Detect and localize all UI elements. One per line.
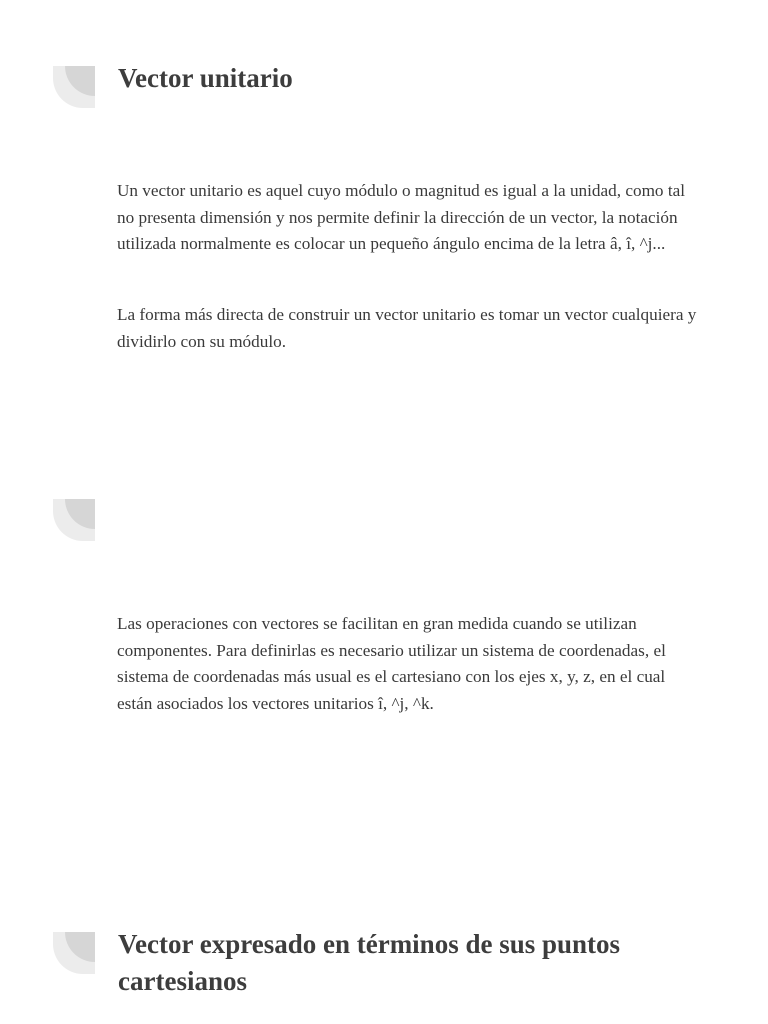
section-heading: Vector expresado en términos de sus puntos cartesianos <box>118 929 621 996</box>
quarter-circle-marker-icon <box>53 66 95 108</box>
paragraph: Un vector unitario es aquel cuyo módulo o magnitud es igual a la unidad, como tal no presenta dimensión y nos permite definir la dirección de un vector, la notación utilizada normalmente es colocar un pequeño ángulo encima de la letra â, î, ^j... <box>117 181 686 253</box>
quarter-circle-marker-icon <box>53 932 95 974</box>
paragraph: Las operaciones con vectores se facilitan en gran medida cuando se utilizan componentes. Para definirlas es necesario utilizar un sistema de coordenadas, el sistema de coordenadas más usual es el cartesiano con los ejes x, y, z, en el cual están asociados los vectores unitarios î, ^j, ^k. <box>117 614 666 713</box>
paragraph: La forma más directa de construir un vector unitario es tomar un vector cualquiera y dividirlo con su módulo. <box>117 305 697 351</box>
quarter-circle-marker-icon <box>53 499 95 541</box>
section-heading: Vector unitario <box>118 63 293 93</box>
